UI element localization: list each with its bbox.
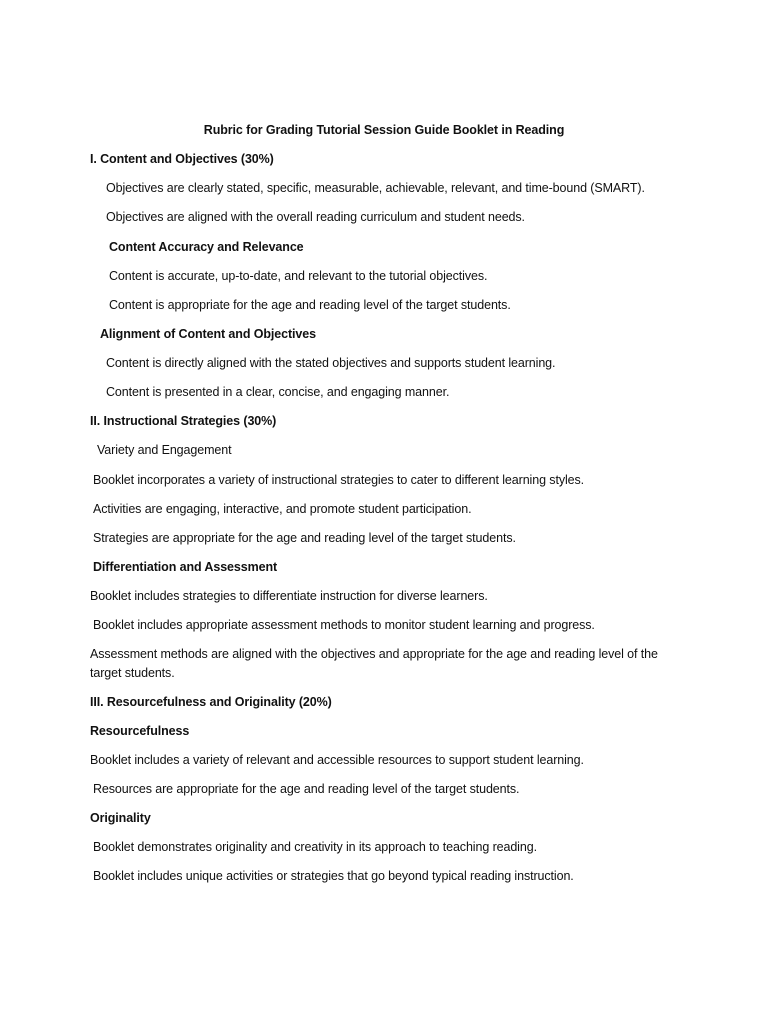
- subheading-content-accuracy: Content Accuracy and Relevance: [109, 240, 304, 254]
- section-heading-instructional-strategies: II. Instructional Strategies (30%): [90, 414, 277, 428]
- paragraph: Booklet includes unique activities or strategies that go beyond typical reading instruction.: [93, 869, 574, 883]
- document-title: Rubric for Grading Tutorial Session Guide Booklet in Reading: [203, 123, 565, 137]
- paragraph: Content is appropriate for the age and reading level of the target students.: [109, 298, 511, 312]
- paragraph: Objectives are clearly stated, specific, measurable, achievable, relevant, and time-bound (SMART).: [106, 181, 645, 195]
- paragraph: Booklet includes appropriate assessment methods to monitor student learning and progress.: [93, 618, 595, 632]
- paragraph: Assessment methods are aligned with the objectives and appropriate for the age and reading level of the target students.: [90, 647, 658, 680]
- paragraph: Booklet incorporates a variety of instructional strategies to cater to different learning styles.: [93, 473, 585, 487]
- paragraph: Booklet includes strategies to differentiate instruction for diverse learners.: [90, 589, 488, 603]
- paragraph: Booklet includes a variety of relevant and accessible resources to support student learning.: [90, 753, 584, 767]
- section-heading-content-objectives: I. Content and Objectives (30%): [90, 152, 274, 166]
- subheading-originality: Originality: [90, 811, 151, 825]
- subheading-differentiation: Differentiation and Assessment: [93, 560, 278, 574]
- section-heading-resourcefulness-originality: III. Resourcefulness and Originality (20%): [90, 695, 332, 709]
- paragraph: Content is directly aligned with the stated objectives and supports student learning.: [106, 356, 556, 370]
- paragraph: Content is presented in a clear, concise, and engaging manner.: [106, 385, 450, 399]
- paragraph: Booklet demonstrates originality and creativity in its approach to teaching reading.: [93, 840, 537, 854]
- paragraph: Activities are engaging, interactive, and promote student participation.: [93, 502, 472, 516]
- subheading-variety-engagement: Variety and Engagement: [97, 443, 232, 457]
- paragraph: Content is accurate, up-to-date, and relevant to the tutorial objectives.: [109, 269, 488, 283]
- paragraph: Strategies are appropriate for the age and reading level of the target students.: [93, 531, 516, 545]
- subheading-resourcefulness: Resourcefulness: [90, 724, 190, 738]
- paragraph: Objectives are aligned with the overall reading curriculum and student needs.: [106, 210, 525, 224]
- subheading-alignment: Alignment of Content and Objectives: [100, 327, 316, 341]
- paragraph: Resources are appropriate for the age and reading level of the target students.: [93, 782, 520, 796]
